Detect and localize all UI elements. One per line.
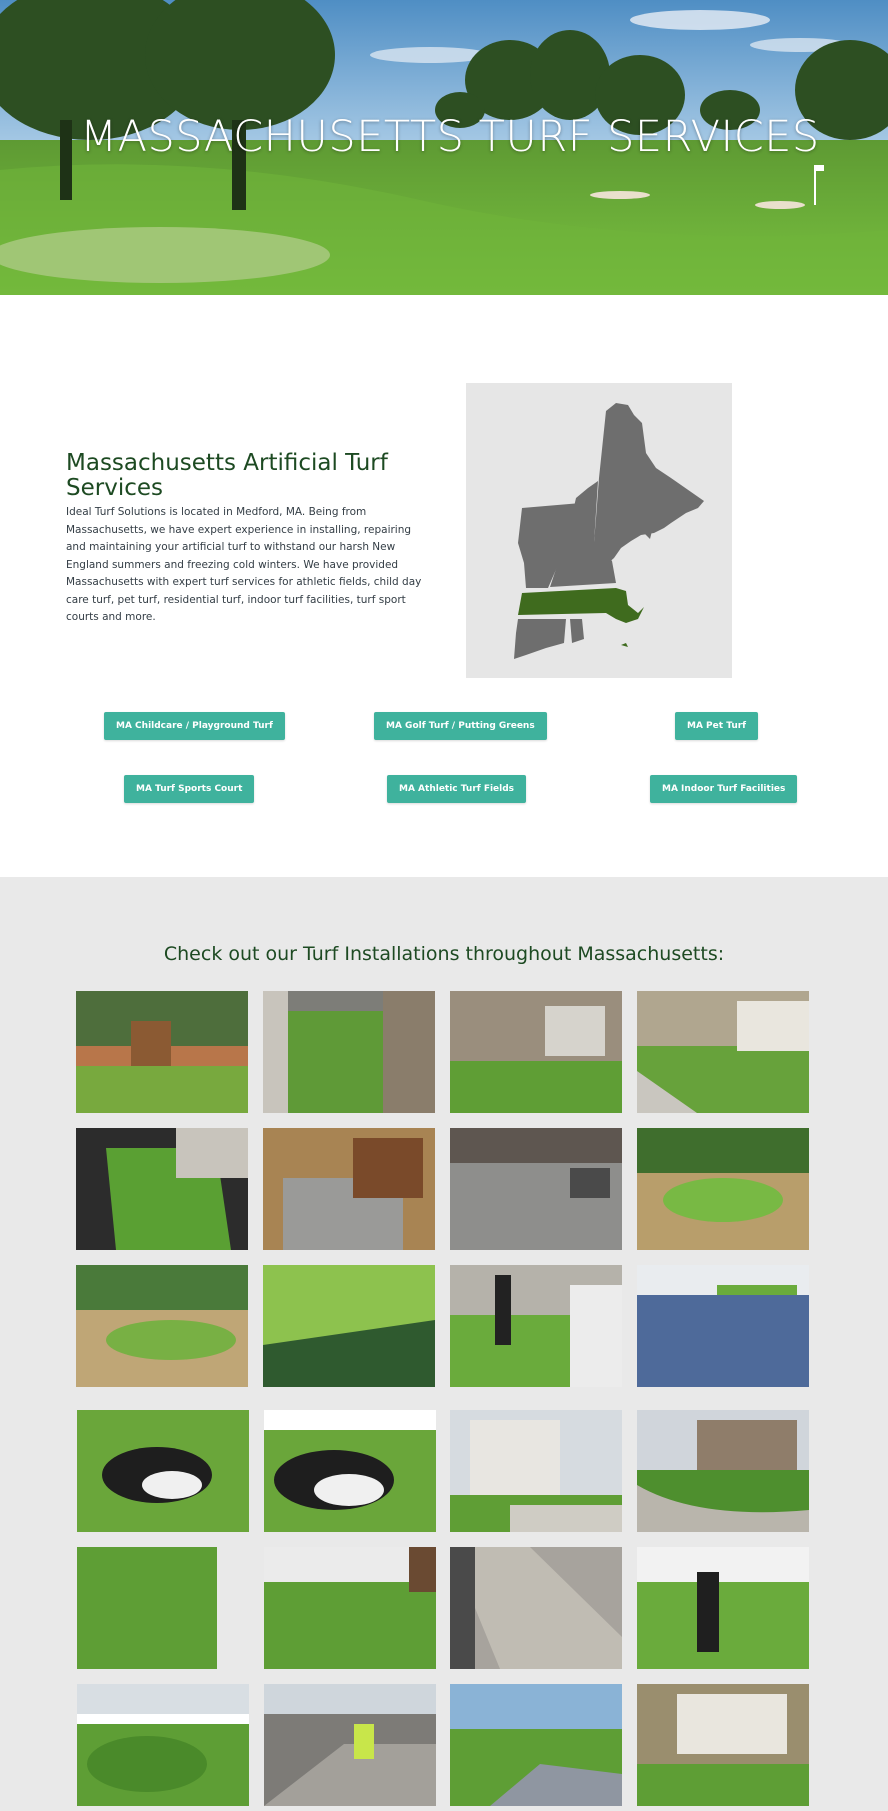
- page-title: MASSACHUSETTS TURF SERVICES: [80, 112, 820, 162]
- gallery-photo[interactable]: [450, 1547, 622, 1669]
- golf-turf-putting-greens-button[interactable]: MA Golf Turf / Putting Greens: [374, 712, 547, 740]
- rhode-island-shape: [570, 619, 584, 643]
- gallery-photo[interactable]: [637, 1410, 809, 1532]
- gallery-photo[interactable]: [263, 991, 435, 1113]
- gallery-photo[interactable]: [76, 991, 248, 1113]
- gallery-photo[interactable]: [637, 1684, 809, 1806]
- gallery-photo[interactable]: [450, 1684, 622, 1806]
- athletic-turf-fields-button[interactable]: MA Athletic Turf Fields: [387, 775, 526, 803]
- hero-banner: [0, 0, 888, 295]
- gallery-photo[interactable]: [637, 1128, 809, 1250]
- pet-turf-button[interactable]: MA Pet Turf: [675, 712, 758, 740]
- gallery-photo[interactable]: [264, 1547, 436, 1669]
- gallery-photo[interactable]: [450, 1128, 622, 1250]
- indoor-turf-facilities-button[interactable]: MA Indoor Turf Facilities: [650, 775, 797, 803]
- gallery-photo[interactable]: [264, 1410, 436, 1532]
- massachusetts-shape: [518, 588, 644, 623]
- childcare-playground-turf-button[interactable]: MA Childcare / Playground Turf: [104, 712, 285, 740]
- installations-gallery: [0, 877, 888, 1811]
- gallery-photo[interactable]: [263, 1265, 435, 1387]
- gallery-photo[interactable]: [263, 1128, 435, 1250]
- connecticut-shape: [514, 619, 566, 659]
- gallery-photo[interactable]: [76, 1265, 248, 1387]
- gallery-photo[interactable]: [76, 1128, 248, 1250]
- gallery-photo[interactable]: [264, 1684, 436, 1806]
- gallery-heading: Check out our Turf Installations throughout Massachusetts:: [163, 943, 725, 965]
- gallery-photo[interactable]: [450, 1410, 622, 1532]
- gallery-photo[interactable]: [637, 1265, 809, 1387]
- turf-sports-court-button[interactable]: MA Turf Sports Court: [124, 775, 254, 803]
- gallery-photo[interactable]: [77, 1547, 249, 1669]
- gallery-photo[interactable]: [450, 1265, 622, 1387]
- new-england-map: [466, 383, 732, 678]
- gallery-photo[interactable]: [450, 991, 622, 1113]
- intro-heading: Massachusetts Artificial Turf Services: [66, 450, 388, 501]
- intro-paragraph: Ideal Turf Solutions is located in Medford, MA. Being from Massachusetts, we have expert experience in installing, repairing and maintaining your artificial turf to withstand our harsh New England summers and freezing cold winters. We have provided Massachusetts with expert turf services for athletic fields, child day care turf, pet turf, residential turf, indoor turf facilities, turf sport courts and more.: [66, 506, 422, 623]
- gallery-photo[interactable]: [77, 1684, 249, 1806]
- gallery-photo[interactable]: [637, 1547, 809, 1669]
- gallery-photo[interactable]: [637, 991, 809, 1113]
- gallery-photo[interactable]: [77, 1410, 249, 1532]
